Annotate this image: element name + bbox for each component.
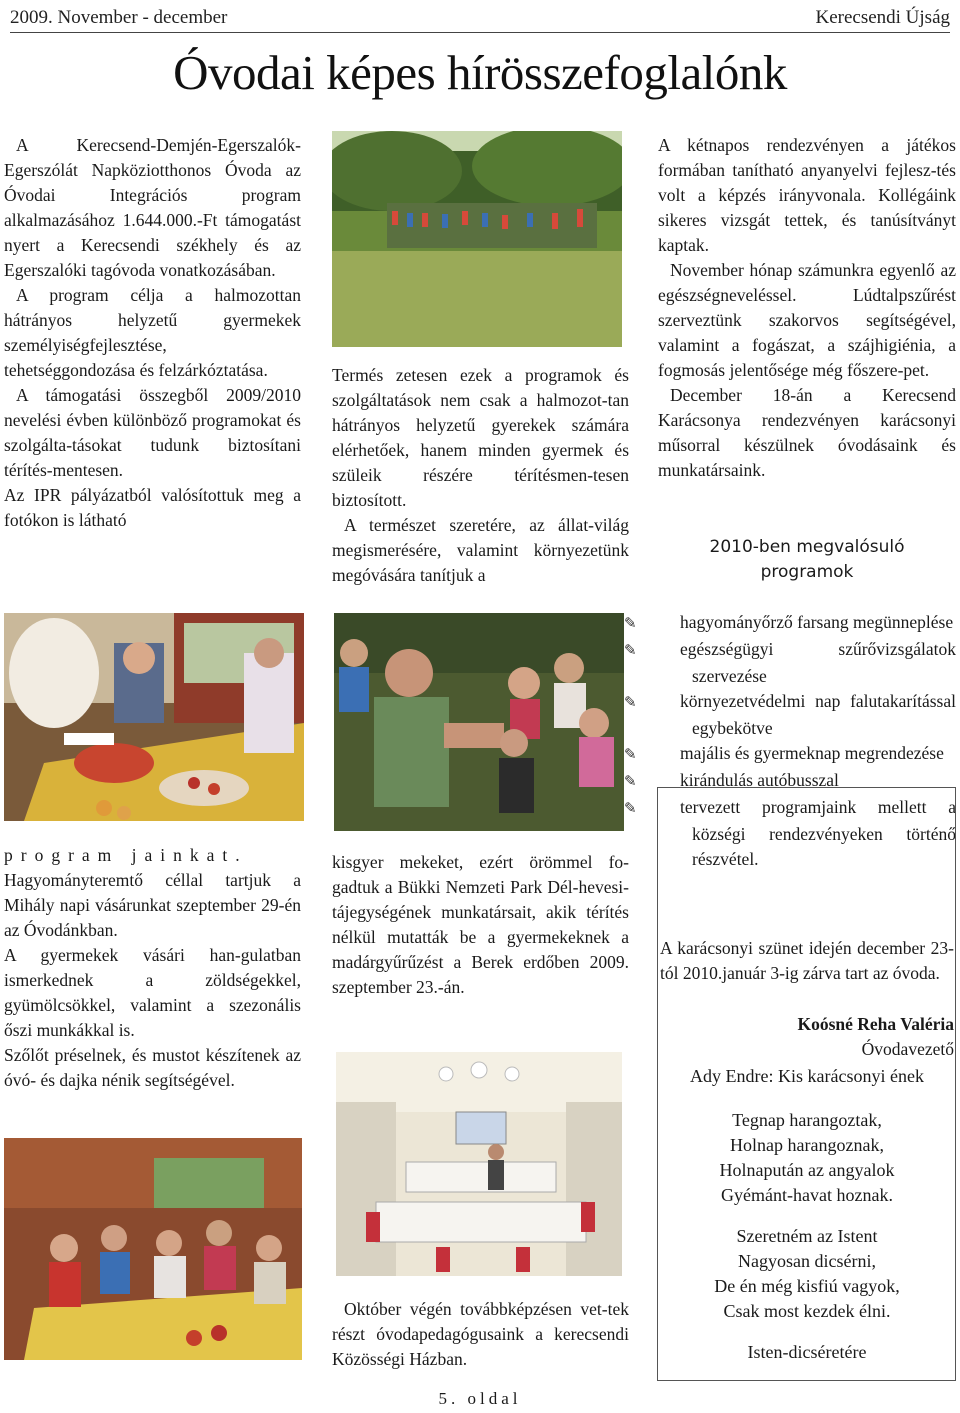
poem-line: Gyémánt-havat hoznak. (721, 1185, 893, 1205)
program-item: ✎ tervezett programjaink mellett a községi rendezvényeken történő részvétel. (624, 797, 956, 869)
pencil-icon: ✎ (624, 643, 637, 659)
program-item: ✎ majális és gyermeknap megrendezése (658, 741, 956, 768)
poem-title: Ady Endre: Kis karácsonyi ének (690, 1066, 924, 1086)
poem-stanza-1 (658, 1108, 956, 1208)
col2-p1: Termés zetesen ezek a programok és szolgáltatások nem csak a halmozot-tan hátrányos helyzetű gyerekek számára elérhetőek, hanem minden gyermek és szüleik részére térítésmen-tesen biztosított. (332, 365, 629, 510)
col3-p1: A kétnapos rendezvényen a játékos formában tanítható anyanyelvi fejlesz-tés volt a képzés irányvonala. Kollégáink sikeres vizsgát tettek, és tanúsítványt kaptak. (658, 135, 956, 255)
page-number: 5. oldal (438, 1389, 522, 1408)
pencil-icon: ✎ (624, 801, 637, 817)
col1-p5: program jainkat. (4, 845, 248, 865)
programs-title-line2: programok (760, 562, 854, 582)
col3-p2: November hónap számunkra egyenlő az egészségneveléssel. Lúdtalpszűrést szerveztünk szakorvos segítségével, valamint a fogászat, a szájhigiénia, a fogmosás jelentősége még főszere-pet. (658, 260, 956, 380)
program-item: ✎ kirándulás autóbusszal (658, 768, 956, 795)
programs-heading (658, 535, 956, 585)
col1-p6: Hagyományteremtő céllal tartjuk a Mihály napi vásárunkat szeptember 29-én az Óvodánkban. (4, 870, 301, 940)
pencil-icon: ✎ (624, 616, 637, 632)
poem-line: Nagyosan dicsérni, (738, 1251, 876, 1271)
pencil-icon: ✎ (624, 695, 637, 711)
program-item: ✎ egészségügyi szűrővizsgálatok szervezése (624, 639, 956, 686)
col2-text-mid (332, 850, 629, 1000)
poem-ending: Isten-dicséretére (747, 1342, 867, 1362)
photo-fruit-market (4, 613, 304, 821)
poem-line: Csak most kezdek élni. (723, 1301, 891, 1321)
poem-line: Holnapután az angyalok (719, 1160, 895, 1180)
program-item: ✎ hagyományőrző farsang megünneplése (658, 610, 956, 637)
col3-p3: December 18-án a Kerecsend Karácsonya rendezvényen karácsonyi műsorral készülnek óvodásaink és munkatársaink. (658, 385, 956, 480)
newspaper-name: Kerecsendi Újság (815, 7, 950, 28)
signature-name: Koósné Reha Valéria (797, 1014, 954, 1034)
poem-line: Holnap harangoznak, (730, 1135, 884, 1155)
col2-p3: kisgyer mekeket, ezért örömmel fo-gadtuk a Bükki Nemzeti Park Dél-hevesi-tájegységének munkatársait, akik térítés nélkül mutatták be a gyermekeknek a madárgyűrűzést a Berek erdőben 2009. szeptember 23.-án. (332, 852, 629, 997)
poem-line: De én még kisfiú vagyok, (714, 1276, 900, 1296)
poem-line: Szeretném az Istent (736, 1226, 878, 1246)
col1-continued (4, 843, 301, 1093)
col1-p3: A támogatási összegből 2009/2010 nevelési évben különböző programokat és szolgálta-tásokat tudunk biztosítani térítés-mentesen. (4, 385, 301, 480)
pencil-icon: ✎ (624, 747, 637, 763)
col1-p4: Az IPR pályázatból valósítottuk meg a fotókon is látható (4, 485, 301, 530)
col1-p2: A program célja a halmozottan hátrányos helyzetű gyermekek személyiségfejlesztése, tehetséggondozása és felzárkóztatása. (4, 285, 301, 380)
closing-notice (660, 936, 954, 986)
photo-bird-ringing (334, 613, 624, 831)
page-header (10, 4, 950, 33)
programs-title-line1: 2010-ben megvalósuló (709, 537, 905, 557)
poem-line: Tegnap harangoztak, (732, 1110, 882, 1130)
col1-p1: A Kerecsend-Demjén-Egerszalók-Egerszólát Napköziotthonos Óvoda az Óvodai Integrációs program alkalmazásához 1.644.000.-Ft támogatást nyert a Kerecsendi székhely és az Egerszalóki tagóvoda vonatkozásában. (4, 135, 301, 280)
col1-p7: A gyermekek vásári han-gulatban ismerkednek a zöldségekkel, gyümölcsökkel, valamint a szezonális őszi munkákkal is. (4, 945, 301, 1040)
col2-p2: A természet szeretére, az állat-világ megismerésére, valamint környezetünk megóvására tanítjuk a (332, 515, 629, 585)
photo-forest-group (332, 131, 622, 347)
signature-role: Óvodavezető (861, 1039, 954, 1059)
photo-training-room (336, 1052, 622, 1276)
col2-text-top (332, 363, 629, 588)
col2-p4: Október végén továbbképzésen vet-tek részt óvodapedagógusaink a kerecsendi Közösségi Házban. (332, 1299, 629, 1369)
poem-stanza-2 (658, 1224, 956, 1324)
photo-children-tables (4, 1138, 302, 1360)
pencil-icon: ✎ (624, 774, 637, 790)
col2-text-bottom (332, 1297, 629, 1372)
signature (660, 1012, 954, 1062)
col3-text (658, 133, 956, 483)
page-title: Óvodai képes hírösszefoglalónk (173, 45, 787, 100)
program-item: ✎ környezetvédelmi nap falutakarítással egybekötve (624, 691, 956, 738)
col1-p8: Szőlőt préselnek, és mustot készítenek az óvó- és dajka nénik segítségével. (4, 1045, 301, 1090)
col1-intro (4, 133, 301, 533)
issue-date: 2009. November - december (10, 7, 228, 28)
closing-text: A karácsonyi szünet idején december 23-tól 2010.január 3-ig zárva tart az óvoda. (660, 938, 954, 983)
